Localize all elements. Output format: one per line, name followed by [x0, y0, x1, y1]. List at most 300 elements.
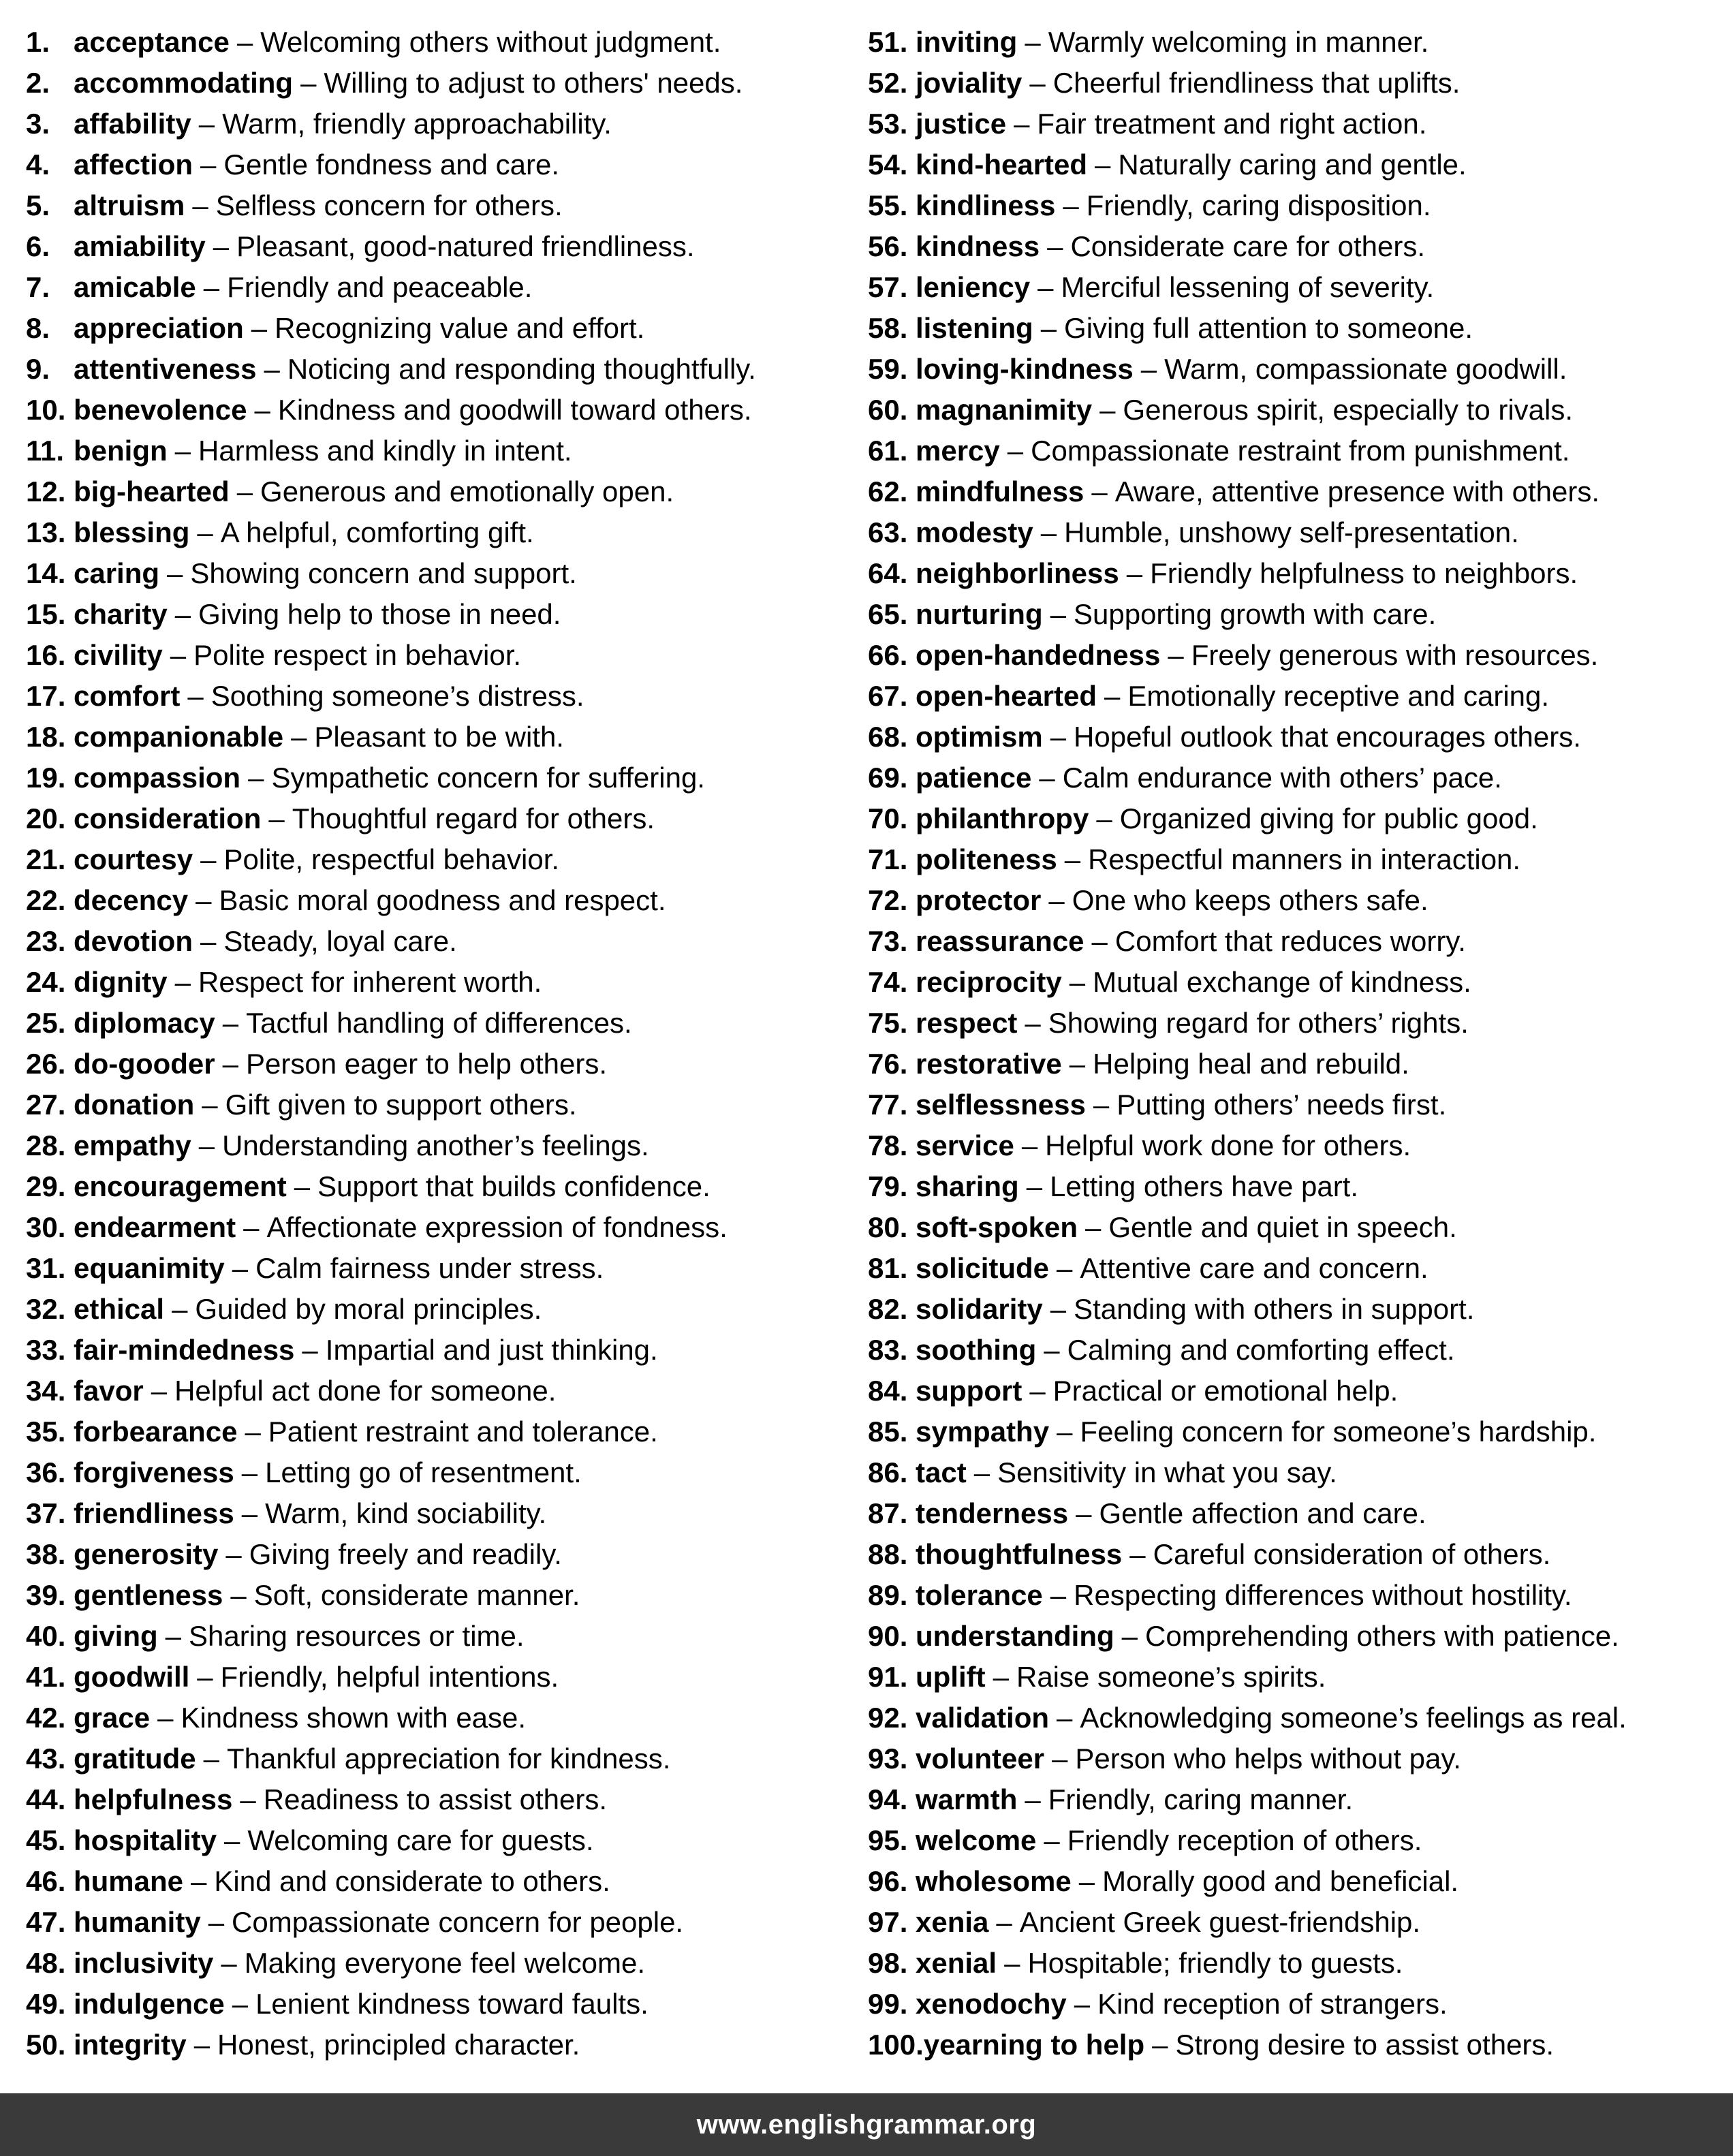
item-definition: Warm, compassionate goodwill. [1164, 353, 1567, 385]
item-separator: – [196, 884, 212, 916]
list-item [868, 1902, 1733, 1943]
item-separator: – [197, 1661, 213, 1693]
item-term: listening [916, 312, 1033, 344]
item-term: support [916, 1375, 1022, 1407]
item-number: 18. [26, 721, 66, 753]
item-text [74, 1988, 649, 2020]
item-definition: Sharing resources or time. [189, 1620, 525, 1652]
item-term: restorative [916, 1048, 1062, 1080]
item-separator: – [157, 1702, 174, 1734]
item-term: goodwill [74, 1661, 190, 1693]
item-text [916, 884, 1428, 916]
item-definition: Emotionally receptive and caring. [1127, 680, 1550, 712]
list-item [868, 1248, 1733, 1289]
item-text [74, 1252, 604, 1284]
item-term: tenderness [916, 1497, 1069, 1529]
item-separator: – [1126, 557, 1143, 589]
list-item [26, 267, 866, 308]
item-separator: – [203, 271, 220, 303]
item-separator: – [1044, 1824, 1060, 1856]
item-text [74, 1661, 559, 1693]
list-item [868, 962, 1733, 1003]
item-number: 58. [868, 312, 908, 344]
item-definition: Comprehending others with patience. [1145, 1620, 1619, 1652]
item-text [916, 353, 1567, 385]
item-text [74, 843, 559, 875]
item-separator: – [174, 966, 191, 998]
item-term: appreciation [74, 312, 244, 344]
item-separator: – [167, 557, 183, 589]
item-definition: Considerate care for others. [1070, 230, 1426, 262]
item-text [916, 1579, 1572, 1611]
item-definition: Putting others’ needs first. [1117, 1089, 1447, 1121]
list-item [26, 1493, 866, 1534]
item-term: accommodating [74, 67, 294, 99]
item-separator: – [174, 435, 191, 467]
item-definition: Friendly, caring disposition. [1086, 189, 1431, 221]
item-number: 57. [868, 271, 908, 303]
footer-bar [0, 2093, 1733, 2156]
item-number: 53. [868, 108, 908, 140]
item-text [74, 925, 457, 957]
item-separator: – [243, 1211, 260, 1243]
item-term: indulgence [74, 1988, 225, 2020]
item-term: gentleness [74, 1579, 223, 1611]
item-number: 32. [26, 1293, 66, 1325]
item-definition: Morally good and beneficial. [1102, 1865, 1459, 1897]
list-item [26, 1698, 866, 1738]
item-separator: – [1063, 189, 1079, 221]
list-item [868, 1698, 1733, 1738]
item-number: 61. [868, 435, 908, 467]
item-definition: Thoughtful regard for others. [292, 802, 655, 834]
item-definition: Person who helps without pay. [1075, 1743, 1461, 1775]
list-item [26, 1207, 866, 1248]
item-number: 83. [868, 1334, 908, 1366]
item-separator: – [200, 925, 217, 957]
item-number: 81. [868, 1252, 908, 1284]
item-separator: – [1096, 802, 1112, 834]
item-separator: – [1025, 1007, 1041, 1039]
item-text [74, 1538, 562, 1570]
item-text [74, 557, 577, 589]
item-number: 55. [868, 189, 908, 221]
item-definition: Giving freely and readily. [249, 1538, 562, 1570]
item-term: encouragement [74, 1170, 287, 1202]
item-separator: – [1104, 680, 1121, 712]
list-item [868, 471, 1733, 512]
item-definition: Kind and considerate to others. [214, 1865, 610, 1897]
item-text [916, 721, 1581, 753]
item-term: warmth [916, 1783, 1018, 1815]
item-number: 42. [26, 1702, 66, 1734]
item-definition: Hospitable; friendly to guests. [1027, 1947, 1403, 1979]
item-separator: – [291, 721, 307, 753]
item-definition: Polite respect in behavior. [193, 639, 522, 671]
item-separator: – [1025, 26, 1041, 58]
item-text [916, 1865, 1458, 1897]
list-item [868, 1657, 1733, 1698]
item-term: diplomacy [74, 1007, 215, 1039]
item-term: courtesy [74, 843, 193, 875]
list-item [868, 1943, 1733, 1984]
list-item [868, 1616, 1733, 1657]
list-item [868, 1125, 1733, 1166]
item-text [916, 1783, 1353, 1815]
item-text [916, 189, 1431, 221]
item-definition: Showing regard for others’ rights. [1048, 1007, 1469, 1039]
item-number: 98. [868, 1947, 908, 1979]
item-definition: Calm endurance with others’ pace. [1062, 762, 1502, 794]
item-text [74, 1947, 645, 1979]
item-text [74, 1579, 580, 1611]
item-text [74, 884, 666, 916]
item-text [916, 394, 1573, 426]
item-definition: Feeling concern for someone’s hardship. [1080, 1416, 1597, 1448]
item-text [916, 1048, 1409, 1080]
item-text [916, 67, 1460, 99]
item-definition: Gentle affection and care. [1099, 1497, 1426, 1529]
item-separator: – [241, 1497, 258, 1529]
item-definition: Support that builds confidence. [317, 1170, 711, 1202]
list-item [868, 63, 1733, 104]
item-term: humane [74, 1865, 184, 1897]
item-separator: – [1037, 271, 1054, 303]
list-item [26, 144, 866, 185]
item-text [74, 598, 561, 630]
item-definition: Sympathetic concern for suffering. [271, 762, 705, 794]
item-definition: Harmless and kindly in intent. [198, 435, 572, 467]
item-term: big-hearted [74, 475, 230, 507]
item-number: 25. [26, 1007, 66, 1039]
item-text [916, 1702, 1627, 1734]
item-definition: Pleasant to be with. [314, 721, 564, 753]
item-definition: Basic moral goodness and respect. [219, 884, 666, 916]
item-text [916, 1497, 1426, 1529]
item-text [916, 475, 1599, 507]
item-text [916, 1293, 1474, 1325]
item-term: kindliness [916, 189, 1056, 221]
item-number: 89. [868, 1579, 908, 1611]
item-text [74, 271, 532, 303]
item-term: politeness [916, 843, 1057, 875]
item-term: do-gooder [74, 1048, 215, 1080]
item-number: 38. [26, 1538, 66, 1570]
list-item [868, 1861, 1733, 1902]
item-number: 73. [868, 925, 908, 957]
list-item [868, 1084, 1733, 1125]
list-item [26, 471, 866, 512]
item-separator: – [1057, 1416, 1073, 1448]
item-separator: – [1025, 1783, 1041, 1815]
list-item [868, 798, 1733, 839]
item-separator: – [302, 1334, 318, 1366]
item-text [916, 557, 1578, 589]
item-separator: – [232, 1252, 249, 1284]
list-item [26, 1452, 866, 1493]
item-text [916, 1947, 1403, 1979]
item-number: 63. [868, 516, 908, 548]
item-number: 1. [26, 26, 50, 58]
list-item [26, 594, 866, 635]
item-definition: Hopeful outlook that encourages others. [1074, 721, 1581, 753]
item-definition: Calming and comforting effect. [1067, 1334, 1455, 1366]
item-separator: – [1168, 639, 1184, 671]
item-number: 48. [26, 1947, 66, 1979]
item-number: 13. [26, 516, 66, 548]
item-text [74, 1211, 728, 1243]
item-text [916, 1538, 1550, 1570]
item-definition: Sensitivity in what you say. [997, 1456, 1337, 1488]
item-separator: – [203, 1743, 220, 1775]
item-separator: – [1047, 230, 1063, 262]
item-text [916, 108, 1426, 140]
list-item [26, 226, 866, 267]
item-definition: Cheerful friendliness that uplifts. [1052, 67, 1461, 99]
item-definition: A helpful, comforting gift. [220, 516, 534, 548]
list-item [26, 1371, 866, 1411]
item-number: 90. [868, 1620, 908, 1652]
item-separator: – [213, 230, 230, 262]
item-separator: – [198, 108, 215, 140]
list-item [26, 921, 866, 962]
item-term: helpfulness [74, 1783, 233, 1815]
list-item [868, 1207, 1733, 1248]
list-item [868, 104, 1733, 144]
item-term: forgiveness [74, 1456, 234, 1488]
item-separator: – [268, 802, 285, 834]
list-item [868, 1984, 1733, 2025]
item-term: endearment [74, 1211, 236, 1243]
item-text [916, 1170, 1358, 1202]
item-text [74, 26, 721, 58]
item-separator: – [192, 189, 208, 221]
list-item [868, 1493, 1733, 1534]
list-item [868, 1044, 1733, 1084]
item-definition: Impartial and just thinking. [325, 1334, 658, 1366]
item-separator: – [264, 353, 280, 385]
item-definition: Respect for inherent worth. [198, 966, 542, 998]
item-term: forbearance [74, 1416, 238, 1448]
item-term: consideration [74, 802, 262, 834]
item-definition: Organized giving for public good. [1119, 802, 1538, 834]
item-text [74, 1497, 546, 1529]
list-item [868, 757, 1733, 798]
item-text [916, 1416, 1596, 1448]
item-separator: – [1057, 1252, 1073, 1284]
item-separator: – [1029, 1375, 1046, 1407]
item-text [916, 598, 1436, 630]
item-separator: – [1152, 2029, 1168, 2061]
item-term: decency [74, 884, 189, 916]
item-definition: Lenient kindness toward faults. [255, 1988, 649, 2020]
item-number: 11. [26, 435, 65, 467]
item-number: 71. [868, 843, 908, 875]
list-item [26, 185, 866, 226]
item-text [74, 149, 559, 181]
item-separator: – [1050, 598, 1066, 630]
item-text [916, 925, 1466, 957]
item-term: attentiveness [74, 353, 257, 385]
item-number: 93. [868, 1743, 908, 1775]
item-text [74, 1743, 670, 1775]
item-separator: – [170, 639, 187, 671]
list-item [26, 635, 866, 676]
list-item [26, 349, 866, 390]
item-number: 94. [868, 1783, 908, 1815]
item-separator: – [222, 1007, 239, 1039]
item-text [916, 516, 1519, 548]
item-definition: Friendly, helpful intentions. [220, 1661, 559, 1693]
list-item [26, 1084, 866, 1125]
item-definition: Letting others have part. [1050, 1170, 1359, 1202]
list-item [868, 880, 1733, 921]
item-number: 54. [868, 149, 908, 181]
item-number: 59. [868, 353, 908, 385]
item-separator: – [241, 1456, 258, 1488]
item-definition: Giving help to those in need. [198, 598, 561, 630]
item-separator: – [973, 1456, 990, 1488]
item-separator: – [208, 1906, 225, 1938]
item-text [916, 271, 1434, 303]
list-item [868, 22, 1733, 63]
item-number: 4. [26, 149, 50, 181]
item-number: 36. [26, 1456, 66, 1488]
item-definition: Compassionate concern for people. [232, 1906, 684, 1938]
item-term: donation [74, 1089, 195, 1121]
item-separator: – [1091, 475, 1108, 507]
list-item [26, 1534, 866, 1575]
item-text [74, 1293, 542, 1325]
item-definition: Friendly reception of others. [1067, 1824, 1422, 1856]
item-number: 45. [26, 1824, 66, 1856]
item-definition: Freely generous with resources. [1191, 639, 1599, 671]
item-separator: – [1099, 394, 1116, 426]
item-text [916, 1824, 1422, 1856]
item-separator: – [1091, 925, 1108, 957]
item-number: 70. [868, 802, 908, 834]
item-number: 66. [868, 639, 908, 671]
item-number: 21. [26, 843, 66, 875]
item-number: 23. [26, 925, 66, 957]
item-term: xenial [916, 1947, 997, 1979]
item-definition: Kind reception of strangers. [1097, 1988, 1448, 2020]
list-item [26, 1166, 866, 1207]
item-number: 16. [26, 639, 66, 671]
item-term: kindness [916, 230, 1040, 262]
list-column-right [866, 0, 1733, 2093]
list-item [868, 1779, 1733, 1820]
item-number: 30. [26, 1211, 66, 1243]
item-text [74, 1456, 582, 1488]
item-definition: Soothing someone’s distress. [210, 680, 584, 712]
item-text [916, 230, 1425, 262]
item-separator: – [172, 1293, 188, 1325]
item-term: equanimity [74, 1252, 225, 1284]
item-term: kind-hearted [916, 149, 1088, 181]
item-term: protector [916, 884, 1042, 916]
item-definition: Friendly, caring manner. [1048, 1783, 1354, 1815]
item-definition: Gift given to support others. [225, 1089, 577, 1121]
item-term: charity [74, 598, 168, 630]
item-definition: Pleasant, good-natured friendliness. [236, 230, 695, 262]
item-term: dignity [74, 966, 168, 998]
item-number: 97. [868, 1906, 908, 1938]
list-item [868, 553, 1733, 594]
item-number: 29. [26, 1170, 66, 1202]
item-number: 75. [868, 1007, 908, 1039]
item-separator: – [1074, 1988, 1091, 2020]
item-separator: – [294, 1170, 311, 1202]
item-definition: Helpful act done for someone. [174, 1375, 557, 1407]
item-number: 15. [26, 598, 66, 630]
item-separator: – [197, 516, 213, 548]
list-item [26, 880, 866, 921]
item-definition: Naturally caring and gentle. [1118, 149, 1467, 181]
item-separator: – [224, 1824, 240, 1856]
item-term: amiability [74, 230, 206, 262]
item-term: magnanimity [916, 394, 1093, 426]
item-text [924, 2029, 1554, 2061]
item-text [916, 435, 1570, 467]
item-term: mindfulness [916, 475, 1084, 507]
item-number: 9. [26, 353, 50, 385]
item-separator: – [1140, 353, 1157, 385]
item-term: neighborliness [916, 557, 1119, 589]
item-text [74, 1865, 610, 1897]
item-definition: Understanding another’s feelings. [222, 1129, 649, 1161]
list-item [26, 390, 866, 431]
item-separator: – [236, 475, 253, 507]
item-separator: – [240, 1783, 256, 1815]
item-definition: Careful consideration of others. [1153, 1538, 1551, 1570]
item-separator: – [1050, 1579, 1067, 1611]
item-separator: – [248, 762, 264, 794]
item-text [74, 67, 743, 99]
item-definition: Aware, attentive presence with others. [1114, 475, 1600, 507]
list-item [868, 226, 1733, 267]
item-text [916, 639, 1598, 671]
item-number: 76. [868, 1048, 908, 1080]
item-text [74, 1129, 649, 1161]
item-term: gratitude [74, 1743, 196, 1775]
list-item [26, 1289, 866, 1330]
item-number: 88. [868, 1538, 908, 1570]
list-item [868, 1738, 1733, 1779]
item-definition: Humble, unshowy self-presentation. [1064, 516, 1519, 548]
item-number: 43. [26, 1743, 66, 1775]
item-definition: Compassionate restraint from punishment. [1031, 435, 1570, 467]
item-text [74, 475, 674, 507]
item-text [74, 1089, 577, 1121]
item-text [916, 1252, 1428, 1284]
item-separator: – [1040, 516, 1057, 548]
item-term: reciprocity [916, 966, 1062, 998]
item-definition: Practical or emotional help. [1052, 1375, 1399, 1407]
item-definition: Making everyone feel welcome. [244, 1947, 646, 1979]
item-term: compassion [74, 762, 241, 794]
item-separator: – [230, 1579, 247, 1611]
item-definition: Welcoming others without judgment. [260, 26, 721, 58]
item-definition: Welcoming care for guests. [247, 1824, 594, 1856]
item-separator: – [221, 1947, 237, 1979]
item-text [74, 1048, 607, 1080]
item-term: yearning to help [923, 2029, 1145, 2061]
item-term: patience [916, 762, 1032, 794]
item-separator: – [198, 1129, 215, 1161]
item-text [916, 966, 1471, 998]
list-item [868, 267, 1733, 308]
